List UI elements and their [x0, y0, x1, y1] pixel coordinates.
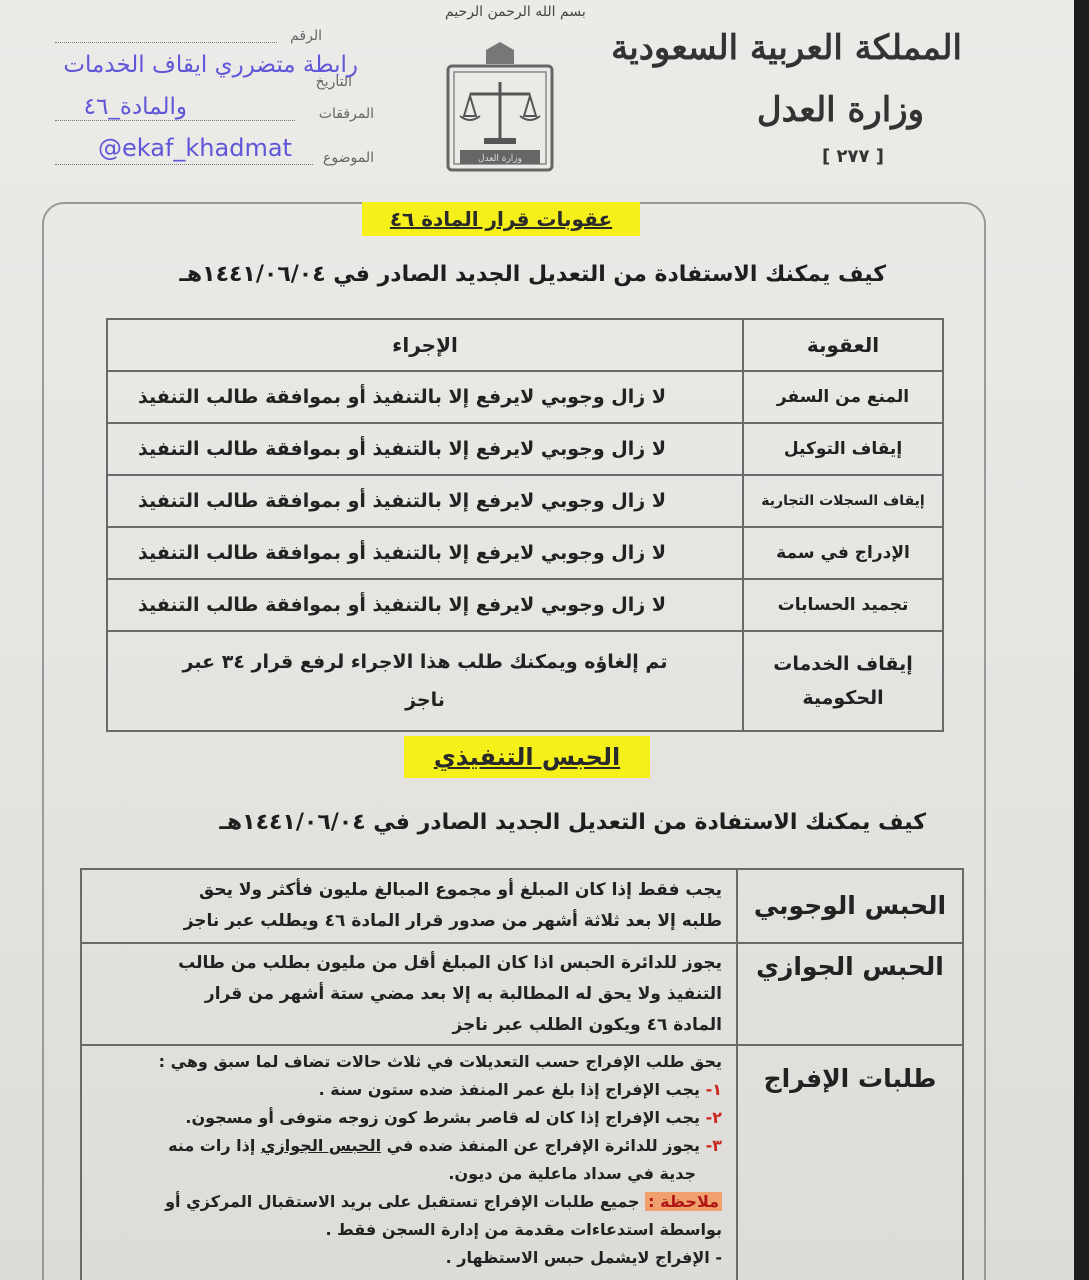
label-number: الرقم [290, 28, 322, 44]
ministry-number: [ ٢٧٧ ] [822, 146, 884, 167]
penalty-cell: المنع من السفر [743, 371, 943, 423]
note-text: - الإفراج لايشمل حبس الاستظهار . [445, 1248, 722, 1267]
item-number: ١- [705, 1080, 722, 1099]
release-note [83, 1188, 722, 1216]
header-action: الإجراء [107, 319, 743, 371]
table-row [107, 527, 943, 579]
action-line: ناجز [405, 689, 445, 711]
detention-label: الحبس الجوازي [737, 943, 963, 1045]
label-date: التاريخ [315, 74, 352, 90]
text-line: يجوز للدائرة الحبس اذا كان المبلغ أقل من مليون بطلب من طالب [178, 952, 722, 973]
table-row [81, 1045, 963, 1280]
action-cell: لا زال وجوبي لايرفع إلا بالتنفيذ أو بموافقة طالب التنفيذ [107, 579, 743, 631]
text-line: التنفيذ ولا يحق له المطالبة به إلا بعد مضي ستة أشهر من قرار [204, 983, 722, 1004]
kingdom-name: المملكة العربية السعودية [611, 28, 962, 68]
detention-label: الحبس الوجوبي [737, 869, 963, 943]
item-text: يجب الإفراج إذا كان له قاصر بشرط كون زوجه متوفى أو مسجون. [185, 1108, 701, 1127]
header-penalty: العقوبة [743, 319, 943, 371]
section1-title: عقوبات قرار المادة ٤٦ [362, 202, 640, 236]
table-header-row [107, 319, 943, 371]
item-text: إذا رات منه [168, 1136, 256, 1155]
release-item-continued: جدية في سداد ماعلية من ديون. [448, 1164, 696, 1183]
detention-label: طلبات الإفراج [737, 1045, 963, 1280]
release-item [83, 1076, 722, 1104]
text-line: طلبه إلا بعد ثلاثة أشهر من صدور قرار المادة ٤٦ ويطلب عبر ناجز [183, 911, 722, 931]
table-row [107, 371, 943, 423]
item-text: يجوز للدائرة الإفراج عن المنفذ ضده في [386, 1136, 701, 1155]
release-text [81, 1045, 737, 1280]
section2-title: الحبس التنفيذي [404, 736, 650, 778]
watermark-handle: @ekaf_khadmat [98, 134, 292, 162]
penalty-cell [743, 631, 943, 731]
table-row [107, 631, 943, 731]
table-row [81, 943, 963, 1045]
note-label: ملاحظة : [645, 1192, 722, 1211]
text-line: المادة ٤٦ ويكون الطلب عبر ناجز [452, 1014, 722, 1035]
table-row [107, 475, 943, 527]
emblem-caption: وزارة العدل [478, 154, 522, 164]
action-cell [107, 631, 743, 731]
detention-text [81, 869, 737, 943]
item-number: ٣- [705, 1136, 722, 1155]
release-item [83, 1104, 722, 1132]
action-cell: لا زال وجوبي لايرفع إلا بالتنفيذ أو بموافقة طالب التنفيذ [107, 475, 743, 527]
item-text: يجب الإفراج إذا بلغ عمر المنفذ ضده ستون سنة . [318, 1080, 701, 1099]
penalty-line: إيقاف الخدمات [773, 653, 913, 675]
section1-question: كيف يمكنك الاستفادة من التعديل الجديد الصادر في ١٤٤١/٠٦/٠٤هـ [179, 262, 886, 287]
ministry-emblem-icon [430, 38, 570, 178]
detention-text [81, 943, 737, 1045]
number-line [55, 42, 277, 43]
watermark-line2: والمادة_٤٦ [83, 94, 187, 120]
release-item [83, 1132, 722, 1160]
action-cell: لا زال وجوبي لايرفع إلا بالتنفيذ أو بموافقة طالب التنفيذ [107, 423, 743, 475]
subject-line [55, 164, 313, 165]
basmala: بسم الله الرحمن الرحيم [445, 4, 586, 20]
section2-question: كيف يمكنك الاستفادة من التعديل الجديد الصادر في ١٤٤١/٠٦/٠٤هـ [219, 810, 926, 835]
action-line: تم إلغاؤه ويمكنك طلب هذا الاجراء لرفع قرار ٣٤ عبر [182, 651, 668, 673]
table-row [107, 579, 943, 631]
penalty-cell: إيقاف التوكيل [743, 423, 943, 475]
text-line: يجب فقط إذا كان المبلغ أو مجموع المبالغ مليون فأكثر ولا يحق [199, 880, 722, 900]
note-text: جميع طلبات الإفراج تستقبل على بريد الاستقبال المركزي أو [165, 1192, 640, 1211]
penalty-cell: إيقاف السجلات التجارية [743, 475, 943, 527]
penalty-line: الحكومية [802, 687, 884, 709]
item-number: ٢- [705, 1108, 722, 1127]
penalty-cell: تجميد الحسابات [743, 579, 943, 631]
release-intro: يحق طلب الإفراج حسب التعديلات في ثلاث حالات تضاف لما سبق وهي : [158, 1052, 722, 1071]
detention-table [80, 868, 964, 1280]
penalty-cell: الإدراج في سمة [743, 527, 943, 579]
action-cell: لا زال وجوبي لايرفع إلا بالتنفيذ أو بموافقة طالب التنفيذ [107, 371, 743, 423]
table-row [81, 869, 963, 943]
note-text: بواسطة استدعاءات مقدمة من إدارة السجن فقط . [325, 1220, 722, 1239]
ministry-name: وزارة العدل [756, 90, 924, 130]
action-cell: لا زال وجوبي لايرفع إلا بالتنفيذ أو بموافقة طالب التنفيذ [107, 527, 743, 579]
item-underlined: الحبس الجوازي [260, 1136, 382, 1155]
watermark-line1: رابطة متضرري ايقاف الخدمات [63, 52, 358, 78]
attachments-line [55, 120, 295, 121]
label-subject: الموضوع [323, 150, 374, 166]
label-attachments: المرفقات [318, 106, 374, 122]
penalties-table [106, 318, 944, 732]
table-row [107, 423, 943, 475]
